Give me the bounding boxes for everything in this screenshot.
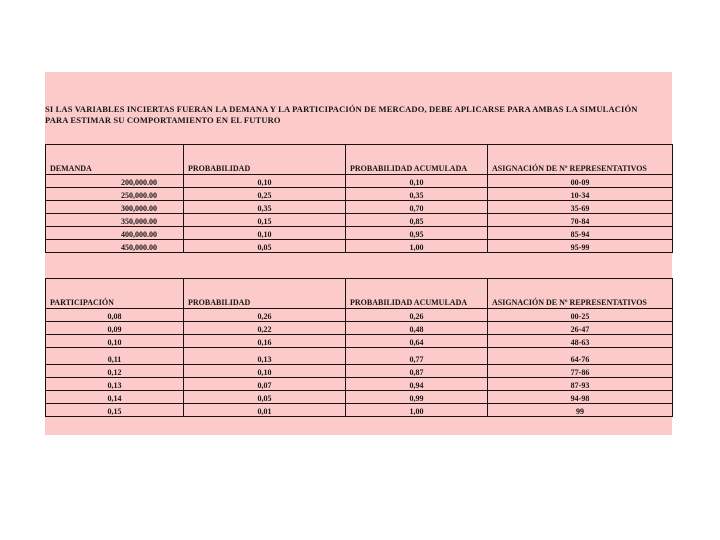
table-row bbox=[46, 175, 673, 188]
cell-demanda: 400,000.00 bbox=[46, 227, 184, 240]
table-row bbox=[46, 335, 673, 348]
cell-probabilidad: 0,10 bbox=[184, 175, 346, 188]
cell-probabilidad: 0,10 bbox=[184, 227, 346, 240]
cell-asignacion: 85-94 bbox=[488, 227, 673, 240]
table-row bbox=[46, 214, 673, 227]
cell-demanda: 300,000.00 bbox=[46, 201, 184, 214]
participacion-table bbox=[45, 278, 673, 417]
table-row bbox=[46, 365, 673, 378]
cell-probabilidad: 0,35 bbox=[184, 201, 346, 214]
cell-demanda: 350,000.00 bbox=[46, 214, 184, 227]
content-panel bbox=[45, 72, 672, 435]
cell-acumulada: 0,64 bbox=[346, 335, 488, 348]
cell-participacion: 0,10 bbox=[46, 335, 184, 348]
cell-demanda: 450,000.00 bbox=[46, 240, 184, 253]
table-row bbox=[46, 322, 673, 335]
cell-participacion: 0,11 bbox=[46, 348, 184, 365]
cell-asignacion: 87-93 bbox=[488, 378, 673, 391]
cell-acumulada: 0,99 bbox=[346, 391, 488, 404]
cell-demanda: 200,000.00 bbox=[46, 175, 184, 188]
cell-probabilidad: 0,26 bbox=[184, 309, 346, 322]
cell-acumulada: 0,95 bbox=[346, 227, 488, 240]
column-header-probabilidad: PROBABILIDAD bbox=[184, 145, 346, 175]
cell-probabilidad: 0,05 bbox=[184, 391, 346, 404]
cell-participacion: 0,13 bbox=[46, 378, 184, 391]
cell-acumulada: 0,77 bbox=[346, 348, 488, 365]
cell-asignacion: 64-76 bbox=[488, 348, 673, 365]
cell-acumulada: 1,00 bbox=[346, 404, 488, 417]
cell-acumulada: 0,26 bbox=[346, 309, 488, 322]
demanda-table bbox=[45, 144, 673, 253]
cell-participacion: 0,12 bbox=[46, 365, 184, 378]
cell-asignacion: 00-09 bbox=[488, 175, 673, 188]
column-header-probabilidad: PROBABILIDAD bbox=[184, 279, 346, 309]
cell-acumulada: 0,70 bbox=[346, 201, 488, 214]
cell-asignacion: 77-86 bbox=[488, 365, 673, 378]
table-row bbox=[46, 188, 673, 201]
cell-asignacion: 99 bbox=[488, 404, 673, 417]
table-header-row bbox=[46, 279, 673, 309]
cell-acumulada: 0,85 bbox=[346, 214, 488, 227]
cell-participacion: 0,14 bbox=[46, 391, 184, 404]
cell-asignacion: 10-34 bbox=[488, 188, 673, 201]
cell-acumulada: 0,48 bbox=[346, 322, 488, 335]
cell-probabilidad: 0,25 bbox=[184, 188, 346, 201]
cell-asignacion: 35-69 bbox=[488, 201, 673, 214]
cell-probabilidad: 0,07 bbox=[184, 378, 346, 391]
column-header-probabilidad-acumulada: PROBABILIDAD ACUMULADA bbox=[346, 145, 488, 175]
cell-acumulada: 0,87 bbox=[346, 365, 488, 378]
table-row bbox=[46, 378, 673, 391]
cell-participacion: 0,09 bbox=[46, 322, 184, 335]
cell-asignacion: 95-99 bbox=[488, 240, 673, 253]
column-header-probabilidad-acumulada: PROBABILIDAD ACUMULADA bbox=[346, 279, 488, 309]
table-row bbox=[46, 309, 673, 322]
cell-acumulada: 0,35 bbox=[346, 188, 488, 201]
cell-acumulada: 0,10 bbox=[346, 175, 488, 188]
table-row bbox=[46, 201, 673, 214]
cell-acumulada: 0,94 bbox=[346, 378, 488, 391]
cell-asignacion: 48-63 bbox=[488, 335, 673, 348]
column-header-participacion: PARTICIPACIÓN bbox=[46, 279, 184, 309]
cell-asignacion: 70-84 bbox=[488, 214, 673, 227]
cell-participacion: 0,15 bbox=[46, 404, 184, 417]
page-title: SI LAS VARIABLES INCIERTAS FUERAN LA DEMANA Y LA PARTICIPACIÓN DE MERCADO, DEBE APLICARSE PARA AMBAS LA SIMULACIÓN PARA ESTIMAR SU COMPORTAMIENTO EN EL FUTURO bbox=[45, 104, 638, 125]
cell-participacion: 0,08 bbox=[46, 309, 184, 322]
column-header-asignacion: ASIGNACIÓN DE Nº REPRESENTATIVOS bbox=[488, 145, 673, 175]
cell-asignacion: 26-47 bbox=[488, 322, 673, 335]
cell-demanda: 250,000.00 bbox=[46, 188, 184, 201]
cell-probabilidad: 0,13 bbox=[184, 348, 346, 365]
cell-probabilidad: 0,01 bbox=[184, 404, 346, 417]
cell-probabilidad: 0,10 bbox=[184, 365, 346, 378]
column-header-demanda: DEMANDA bbox=[46, 145, 184, 175]
cell-probabilidad: 0,15 bbox=[184, 214, 346, 227]
table-row bbox=[46, 227, 673, 240]
table-row bbox=[46, 240, 673, 253]
table-header-row bbox=[46, 145, 673, 175]
table-row bbox=[46, 391, 673, 404]
cell-probabilidad: 0,22 bbox=[184, 322, 346, 335]
cell-probabilidad: 0,16 bbox=[184, 335, 346, 348]
cell-asignacion: 00-25 bbox=[488, 309, 673, 322]
column-header-asignacion: ASIGNACIÓN DE Nº REPRESENTATIVOS bbox=[488, 279, 673, 309]
table-row bbox=[46, 404, 673, 417]
cell-acumulada: 1,00 bbox=[346, 240, 488, 253]
table-row bbox=[46, 348, 673, 365]
cell-probabilidad: 0,05 bbox=[184, 240, 346, 253]
cell-asignacion: 94-98 bbox=[488, 391, 673, 404]
